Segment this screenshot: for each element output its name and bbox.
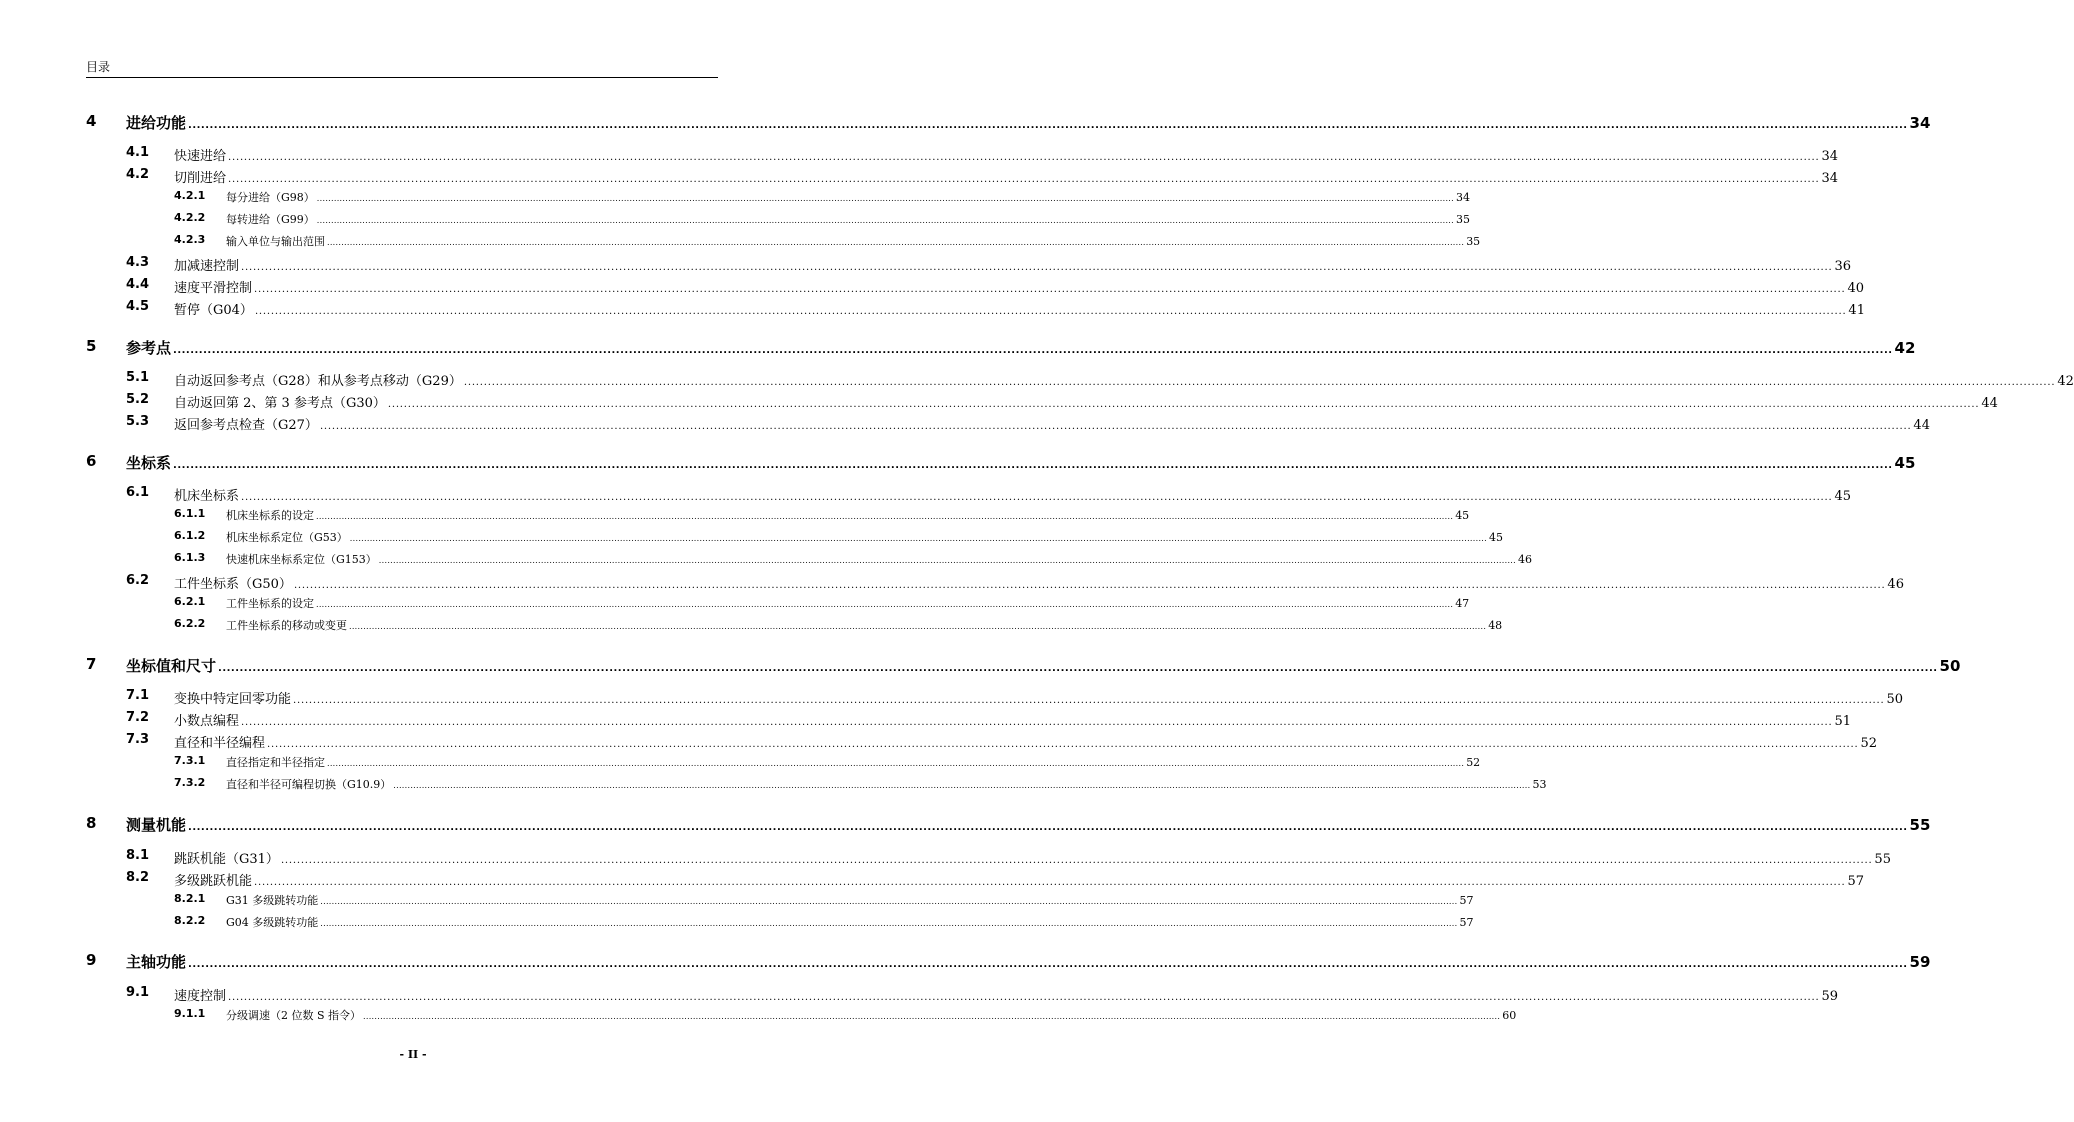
toc-entry-number: 7.3 (126, 732, 150, 747)
toc-entry[interactable] (0, 914, 1474, 932)
dot-leader: ................................................................................................................................................................................................................................................................................................................................................................................................................ (254, 306, 1847, 317)
toc-entry-number: 9.1 (126, 985, 150, 1000)
dot-leader: ................................................................................................................................................................................................................................................................................................................................................................................................................ (188, 959, 1908, 970)
toc-entry[interactable] (0, 485, 1852, 505)
toc-entry-page: 46 (1887, 577, 1904, 592)
toc-entry-number: 8 (86, 814, 97, 832)
toc-entry-line (174, 145, 1839, 164)
toc-entry-line (226, 617, 1503, 633)
toc-entry-title: G04 多级跳转功能 (226, 916, 319, 929)
toc-entry-line (226, 914, 1474, 930)
toc-entry-line (126, 951, 1931, 972)
toc-entry-line (174, 392, 1998, 411)
toc-entry-title: 工件坐标系（G50） (174, 577, 292, 592)
dot-leader: ................................................................................................................................................................................................................................................................................................................................................................................................................ (349, 622, 1487, 631)
dot-leader: ................................................................................................................................................................................................................................................................................................................................................................................................................ (188, 120, 1908, 131)
toc-entry-title: 速度控制 (174, 989, 227, 1004)
dot-leader: ................................................................................................................................................................................................................................................................................................................................................................................................................ (228, 174, 1820, 185)
toc-entry-page: 46 (1517, 553, 1532, 566)
toc-entry[interactable] (0, 814, 1931, 836)
toc-entry-page: 52 (1860, 736, 1878, 751)
toc-entry-line (226, 1007, 1517, 1023)
dot-leader: ................................................................................................................................................................................................................................................................................................................................................................................................................ (463, 377, 2056, 388)
toc-entry-title: 直径指定和半径指定 (226, 756, 325, 769)
toc-entry-line (174, 688, 1904, 707)
toc-entry[interactable] (0, 529, 1503, 547)
toc-entry[interactable] (0, 414, 1930, 434)
toc-entry-line (174, 732, 1878, 751)
toc-entry[interactable] (0, 732, 1878, 752)
toc-entry-line (226, 551, 1532, 567)
toc-entry-line (126, 655, 1961, 676)
toc-entry[interactable] (0, 167, 1839, 187)
toc-entry-title: 暂停（G04） (174, 303, 253, 318)
toc-entry-number: 9 (86, 951, 97, 969)
toc-entry-page: 60 (1502, 1009, 1517, 1022)
toc-entry-title: 速度平滑控制 (174, 281, 253, 296)
toc-entry-number: 4.2 (126, 167, 150, 182)
toc-entry-title: 参考点 (126, 339, 172, 357)
toc-entry-page: 47 (1455, 597, 1470, 610)
dot-leader: ................................................................................................................................................................................................................................................................................................................................................................................................................ (327, 759, 1465, 768)
toc-entry-number: 5 (86, 337, 97, 355)
toc-entry-line (126, 452, 1916, 473)
toc-entry[interactable] (0, 233, 1481, 251)
toc-entry-line (174, 710, 1852, 729)
toc-entry-line (226, 233, 1481, 249)
toc-entry-page: 34 (1909, 114, 1931, 132)
toc-entry-line (174, 573, 1904, 592)
toc-entry-title: 小数点编程 (174, 714, 240, 729)
toc-entry-line (126, 814, 1931, 835)
toc-entry-number: 6.2.1 (174, 595, 206, 608)
toc-entry-page: 59 (1909, 953, 1931, 971)
toc-entry-title: 机床坐标系的设定 (226, 509, 314, 522)
toc-entry[interactable] (0, 337, 1916, 359)
toc-entry-page: 36 (1834, 259, 1852, 274)
toc-entry-title: 工件坐标系的移动或变更 (226, 619, 347, 632)
dot-leader: ................................................................................................................................................................................................................................................................................................................................................................................................................ (218, 663, 1938, 674)
toc-entry[interactable] (0, 848, 1891, 868)
toc-entry-line (174, 870, 1865, 889)
dot-leader: ................................................................................................................................................................................................................................................................................................................................................................................................................ (327, 238, 1465, 247)
dot-leader: ................................................................................................................................................................................................................................................................................................................................................................................................................ (293, 695, 1885, 706)
toc-entry-title: 测量机能 (126, 816, 187, 834)
toc-entry-number: 4 (86, 112, 97, 130)
dot-leader: ................................................................................................................................................................................................................................................................................................................................................................................................................ (316, 512, 1454, 521)
toc-entry-title: 直径和半径可编程切换（G10.9） (226, 778, 392, 791)
toc-entry-line (174, 255, 1852, 274)
toc-entry-title: G31 多级跳转功能 (226, 894, 319, 907)
toc-entry[interactable] (0, 551, 1532, 569)
toc-entry-page: 50 (1886, 692, 1904, 707)
toc-entry-title: 每分进给（G98） (226, 191, 315, 204)
toc-entry-title: 工件坐标系的设定 (226, 597, 314, 610)
toc-entry-title: 机床坐标系定位（G53） (226, 531, 348, 544)
toc-entry-number: 8.2.2 (174, 914, 206, 927)
toc-entry-title: 快速机床坐标系定位（G153） (226, 553, 377, 566)
toc-entry-page: 50 (1939, 657, 1961, 675)
toc-entry[interactable] (0, 112, 1931, 134)
toc-entry-line (174, 299, 1865, 318)
dot-leader: ................................................................................................................................................................................................................................................................................................................................................................................................................ (228, 152, 1820, 163)
toc-entry-title: 每转进给（G99） (226, 213, 315, 226)
toc-entry-title: 变换中特定回零功能 (174, 692, 292, 707)
toc-entry-title: 返回参考点检查（G27） (174, 418, 318, 433)
toc-entry-title: 坐标值和尺寸 (126, 657, 217, 675)
toc-entry-page: 45 (1894, 454, 1916, 472)
toc-entry-number: 4.2.1 (174, 189, 206, 202)
toc-entry-title: 进给功能 (126, 114, 187, 132)
toc-entry-line (226, 892, 1474, 908)
toc-entry[interactable] (0, 507, 1470, 525)
toc-entry[interactable] (0, 951, 1931, 973)
toc-entry-number: 4.5 (126, 299, 150, 314)
toc-entry[interactable] (0, 655, 1961, 677)
dot-leader: ................................................................................................................................................................................................................................................................................................................................................................................................................ (320, 897, 1458, 906)
toc-entry-page: 44 (1981, 396, 1998, 411)
dot-leader: ................................................................................................................................................................................................................................................................................................................................................................................................................ (173, 345, 1893, 356)
toc-entry[interactable] (0, 595, 1470, 613)
toc-entry[interactable] (0, 189, 1470, 207)
toc-entry-title: 多级跳跃机能 (174, 874, 253, 889)
toc-entry-number: 7.3.1 (174, 754, 206, 767)
toc-entry-title: 自动返回参考点（G28）和从参考点移动（G29） (174, 374, 462, 389)
toc-entry[interactable] (0, 892, 1474, 910)
dot-leader: ................................................................................................................................................................................................................................................................................................................................................................................................................ (188, 822, 1908, 833)
toc-entry-page: 57 (1459, 916, 1474, 929)
toc-entry-number: 7.1 (126, 688, 150, 703)
toc-entry-number: 4.2.3 (174, 233, 206, 246)
toc-entry-page: 35 (1455, 213, 1470, 226)
toc-entry-number: 6.1.1 (174, 507, 206, 520)
toc-entry-number: 5.3 (126, 414, 150, 429)
dot-leader: ................................................................................................................................................................................................................................................................................................................................................................................................................ (241, 262, 1833, 273)
toc-entry-title: 快速进给 (174, 149, 227, 164)
toc-entry-line (174, 848, 1891, 867)
toc-entry-title: 机床坐标系 (174, 489, 240, 504)
toc-entry-line (126, 112, 1931, 133)
toc-entry-page: 35 (1466, 235, 1481, 248)
toc-entry[interactable] (0, 277, 1865, 297)
toc-entry-title: 加减速控制 (174, 259, 240, 274)
dot-leader: ................................................................................................................................................................................................................................................................................................................................................................................................................ (241, 492, 1833, 503)
toc-entry-number: 4.4 (126, 277, 150, 292)
toc-entry-page: 55 (1909, 816, 1931, 834)
toc-entry-number: 7 (86, 655, 97, 673)
toc-entry[interactable] (0, 688, 1904, 708)
dot-leader: ................................................................................................................................................................................................................................................................................................................................................................................................................ (387, 399, 1980, 410)
toc-entry-number: 4.1 (126, 145, 150, 160)
dot-leader: ................................................................................................................................................................................................................................................................................................................................................................................................................ (228, 992, 1820, 1003)
toc-entry-number: 6.2 (126, 573, 150, 588)
toc-entry-page: 40 (1847, 281, 1865, 296)
toc-entry-line (226, 529, 1503, 545)
toc-entry[interactable] (0, 255, 1852, 275)
dot-leader: ................................................................................................................................................................................................................................................................................................................................................................................................................ (254, 877, 1846, 888)
toc-entry-number: 8.2.1 (174, 892, 206, 905)
toc-entry-number: 6.1.3 (174, 551, 206, 564)
toc-entry-number: 6.1.2 (174, 529, 206, 542)
dot-leader: ................................................................................................................................................................................................................................................................................................................................................................................................................ (293, 580, 1886, 591)
toc-entry[interactable] (0, 299, 1865, 319)
dot-leader: ................................................................................................................................................................................................................................................................................................................................................................................................................ (241, 717, 1833, 728)
toc-entry-page: 45 (1834, 489, 1852, 504)
toc-entry-line (174, 985, 1839, 1004)
toc-entry-line (226, 754, 1481, 770)
toc-entry-title: 自动返回第 2、第 3 参考点（G30） (174, 396, 386, 411)
toc-entry[interactable] (0, 754, 1481, 772)
dot-leader: ................................................................................................................................................................................................................................................................................................................................................................................................................ (363, 1012, 1501, 1021)
toc-entry-number: 4.2.2 (174, 211, 206, 224)
toc-entry-page: 57 (1459, 894, 1474, 907)
toc-entry-line (126, 337, 1916, 358)
dot-leader: ................................................................................................................................................................................................................................................................................................................................................................................................................ (320, 919, 1458, 928)
dot-leader: ................................................................................................................................................................................................................................................................................................................................................................................................................ (393, 781, 1531, 790)
toc-entry-page: 53 (1532, 778, 1547, 791)
dot-leader: ................................................................................................................................................................................................................................................................................................................................................................................................................ (378, 556, 1516, 565)
toc-entry[interactable] (0, 211, 1470, 229)
toc-entry-line (226, 211, 1470, 227)
toc-entry[interactable] (0, 710, 1852, 730)
dot-leader: ................................................................................................................................................................................................................................................................................................................................................................................................................ (280, 855, 1873, 866)
toc-entry-number: 8.1 (126, 848, 150, 863)
dot-leader: ................................................................................................................................................................................................................................................................................................................................................................................................................ (267, 739, 1859, 750)
page-number: - II - (399, 1048, 427, 1061)
toc-entry-number: 9.1.1 (174, 1007, 206, 1020)
toc-entry-page: 34 (1821, 149, 1839, 164)
toc-entry-title: 坐标系 (126, 454, 172, 472)
toc-entry-title: 主轴功能 (126, 953, 187, 971)
toc-entry[interactable] (0, 870, 1865, 890)
toc-entry-number: 8.2 (126, 870, 150, 885)
toc-entry-page: 51 (1834, 714, 1852, 729)
toc-entry-page: 45 (1455, 509, 1470, 522)
toc-entry-title: 跳跃机能（G31） (174, 852, 279, 867)
toc-entry[interactable] (0, 145, 1839, 165)
toc-entry-line (226, 595, 1470, 611)
toc-entry[interactable] (0, 573, 1904, 593)
toc-entry-page: 48 (1488, 619, 1503, 632)
dot-leader: ................................................................................................................................................................................................................................................................................................................................................................................................................ (316, 600, 1454, 609)
dot-leader: ................................................................................................................................................................................................................................................................................................................................................................................................................ (254, 284, 1846, 295)
toc-entry-page: 45 (1488, 531, 1503, 544)
toc-entry-title: 切削进给 (174, 171, 227, 186)
toc-entry-title: 输入单位与输出范围 (226, 235, 325, 248)
toc-entry-page: 57 (1847, 874, 1865, 889)
toc-entry[interactable] (0, 392, 1998, 412)
toc-entry-page: 59 (1821, 989, 1839, 1004)
toc-entry-line (174, 414, 1930, 433)
toc-entry-page: 34 (1455, 191, 1470, 204)
toc-entry-title: 分级调速（2 位数 S 指令） (226, 1009, 362, 1022)
dot-leader: ................................................................................................................................................................................................................................................................................................................................................................................................................ (316, 194, 1454, 203)
toc-entry[interactable] (0, 370, 2074, 390)
toc-entry-line (226, 507, 1470, 523)
dot-leader: ................................................................................................................................................................................................................................................................................................................................................................................................................ (349, 534, 1487, 543)
running-header: 目录 (86, 60, 111, 74)
dot-leader: ................................................................................................................................................................................................................................................................................................................................................................................................................ (173, 460, 1893, 471)
toc-entry-number: 7.3.2 (174, 776, 206, 789)
toc-entry[interactable] (0, 452, 1916, 474)
toc-entry-number: 5.1 (126, 370, 150, 385)
toc-entry-page: 34 (1821, 171, 1839, 186)
toc-entry-page: 52 (1466, 756, 1481, 769)
toc-entry-page: 42 (2057, 374, 2074, 389)
toc-entry-page: 41 (1848, 303, 1865, 318)
dot-leader: ................................................................................................................................................................................................................................................................................................................................................................................................................ (316, 216, 1454, 225)
toc-entry[interactable] (0, 1007, 1517, 1025)
toc-entry-title: 直径和半径编程 (174, 736, 266, 751)
toc-entry[interactable] (0, 617, 1503, 635)
toc-entry-line (174, 485, 1852, 504)
toc-entry-number: 6 (86, 452, 97, 470)
toc-entry-line (226, 189, 1470, 205)
toc-entry[interactable] (0, 776, 1547, 794)
toc-entry[interactable] (0, 985, 1839, 1005)
toc-entry-line (174, 277, 1865, 296)
toc-entry-line (174, 370, 2074, 389)
toc-entry-page: 44 (1913, 418, 1930, 433)
toc-entry-line (226, 776, 1547, 792)
toc-entry-page: 55 (1874, 852, 1891, 867)
toc-entry-number: 7.2 (126, 710, 150, 725)
dot-leader: ................................................................................................................................................................................................................................................................................................................................................................................................................ (319, 421, 1912, 432)
toc-entry-number: 5.2 (126, 392, 150, 407)
toc-entry-number: 6.2.2 (174, 617, 206, 630)
toc-entry-page: 42 (1894, 339, 1916, 357)
toc-entry-number: 4.3 (126, 255, 150, 270)
toc-entry-line (174, 167, 1839, 186)
toc-entry-number: 6.1 (126, 485, 150, 500)
